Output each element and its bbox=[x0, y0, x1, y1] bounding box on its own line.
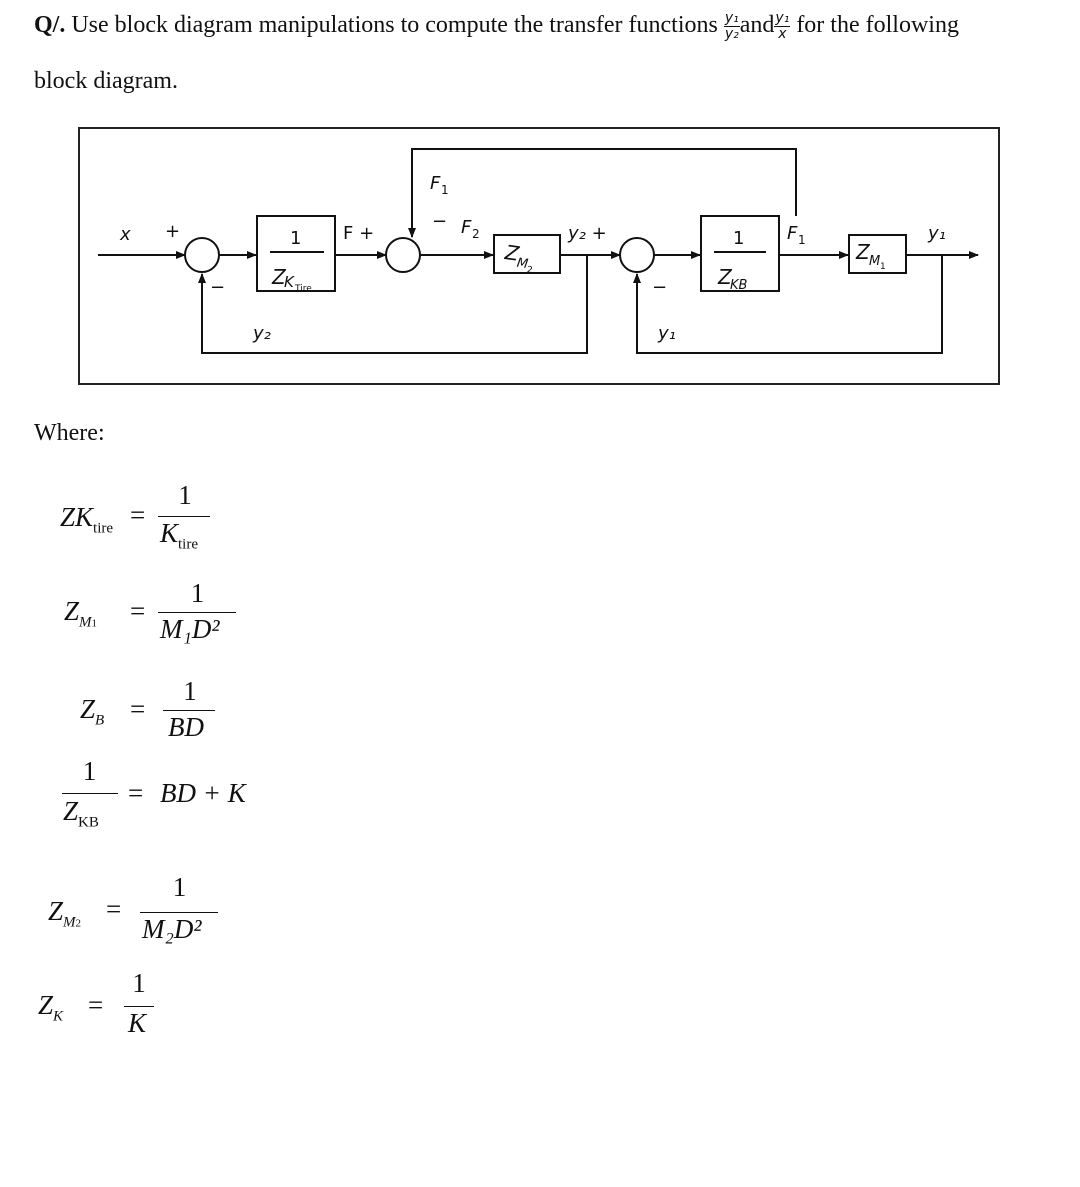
lhs-denominator: $Z_{KB}$ bbox=[63, 796, 99, 831]
fraction-y1-over-y2 bbox=[724, 11, 740, 42]
f2-subscript: 2 bbox=[472, 227, 480, 241]
minus-sign-2: − bbox=[432, 211, 448, 232]
block-diagram bbox=[78, 127, 1000, 385]
equation-ztire bbox=[0, 480, 300, 570]
minus-sign-1: − bbox=[210, 277, 226, 298]
y2-feedback-label: y₂ bbox=[253, 323, 271, 344]
zm1-sub-1: 1 bbox=[880, 262, 886, 272]
equation-lhs: $Z_B$ bbox=[80, 694, 105, 729]
fraction-bar bbox=[124, 1006, 154, 1007]
denominator: M₂D² bbox=[142, 914, 202, 944]
zm2-label: Z bbox=[503, 240, 521, 266]
equation-lhs: $Z_{M1}$ bbox=[64, 596, 98, 631]
block1-denominator-tire: Tire bbox=[295, 284, 312, 294]
denominator: K bbox=[128, 1008, 147, 1038]
summing-junction-3 bbox=[620, 238, 654, 272]
fraction-denominator: y₂ bbox=[724, 25, 739, 42]
equation-lhs: $Z_K$ bbox=[38, 990, 64, 1025]
numerator: 1 bbox=[132, 968, 146, 998]
f1-top-subscript: 1 bbox=[441, 183, 449, 197]
denominator: $K_{tire}$ bbox=[160, 518, 199, 553]
zm1-label: Z bbox=[856, 240, 870, 264]
question-text-after: for the following bbox=[790, 12, 959, 38]
block1-numerator: 1 bbox=[290, 228, 302, 249]
equation-zm2 bbox=[0, 872, 300, 962]
fraction-bar bbox=[158, 516, 210, 517]
y1-output-label: y₁ bbox=[928, 223, 946, 244]
numerator: 1 bbox=[172, 872, 187, 902]
question-line2: block diagram. bbox=[34, 68, 178, 94]
f-plus-label: F + bbox=[343, 223, 375, 244]
fraction-numerator: y₁ bbox=[775, 9, 790, 26]
equation-lhs: $ZK_{tire}$ bbox=[60, 502, 114, 537]
equation-zm1 bbox=[0, 578, 300, 668]
numerator: 1 bbox=[183, 676, 197, 706]
lhs-numerator: 1 bbox=[82, 756, 97, 786]
fraction-y1-over-x bbox=[774, 11, 790, 42]
equals-sign: = bbox=[130, 596, 146, 626]
x-label: x bbox=[120, 224, 131, 245]
equation-lhs: $Z_{M2}$ bbox=[48, 896, 82, 931]
summing-junction-2 bbox=[386, 238, 420, 272]
question-text-before: Use block diagram manipulations to compute the transfer functions bbox=[65, 12, 724, 38]
block3-denominator-z: Z bbox=[718, 265, 732, 289]
y1-feedback-path bbox=[637, 255, 942, 353]
equation-zkb bbox=[0, 756, 320, 846]
f1-feedback-path bbox=[412, 149, 796, 216]
zm2-sub-m: M bbox=[515, 255, 529, 273]
equals-sign: = bbox=[130, 500, 146, 530]
fraction-bar bbox=[158, 612, 236, 613]
y2-plus-label: y₂ + bbox=[568, 223, 607, 244]
fraction-bar bbox=[163, 710, 215, 711]
y1-feedback-label: y₁ bbox=[658, 323, 676, 344]
denominator: BD bbox=[168, 712, 204, 742]
minus-sign-3: − bbox=[652, 277, 668, 298]
block1-denominator-k: K bbox=[284, 273, 294, 291]
f2-label: F bbox=[461, 217, 472, 238]
rhs: BD + K bbox=[160, 778, 246, 808]
where-label: Where: bbox=[34, 420, 105, 446]
block3-denominator-kb: KB bbox=[730, 278, 748, 293]
block1-denominator-z: Z bbox=[272, 265, 286, 289]
equals-sign: = bbox=[130, 694, 146, 724]
question-and: and bbox=[739, 12, 775, 38]
summing-junction-1 bbox=[185, 238, 219, 272]
denominator: M₁D² bbox=[160, 614, 220, 644]
plus-sign-1: + bbox=[165, 221, 181, 242]
equation-zk bbox=[0, 968, 300, 1058]
equation-zb bbox=[0, 676, 300, 756]
f1-mid-label: F bbox=[787, 223, 798, 244]
fraction-denominator: x bbox=[778, 25, 787, 42]
numerator: 1 bbox=[178, 480, 192, 510]
question-prefix: Q/. bbox=[34, 12, 66, 38]
fraction-numerator: y₁ bbox=[724, 9, 739, 26]
question-text bbox=[34, 8, 1064, 42]
equals-sign: = bbox=[128, 778, 144, 808]
f1-top-label: F bbox=[430, 173, 441, 194]
fraction-bar bbox=[62, 793, 118, 794]
numerator: 1 bbox=[190, 578, 205, 608]
block3-numerator: 1 bbox=[733, 228, 745, 249]
f1-mid-subscript: 1 bbox=[798, 233, 806, 247]
equals-sign: = bbox=[106, 894, 122, 924]
equals-sign: = bbox=[88, 990, 104, 1020]
fraction-bar bbox=[140, 912, 218, 913]
zm2-sub-2: 2 bbox=[526, 265, 534, 276]
block-diagram-svg bbox=[80, 129, 998, 383]
zm1-sub-m: M bbox=[869, 254, 881, 269]
